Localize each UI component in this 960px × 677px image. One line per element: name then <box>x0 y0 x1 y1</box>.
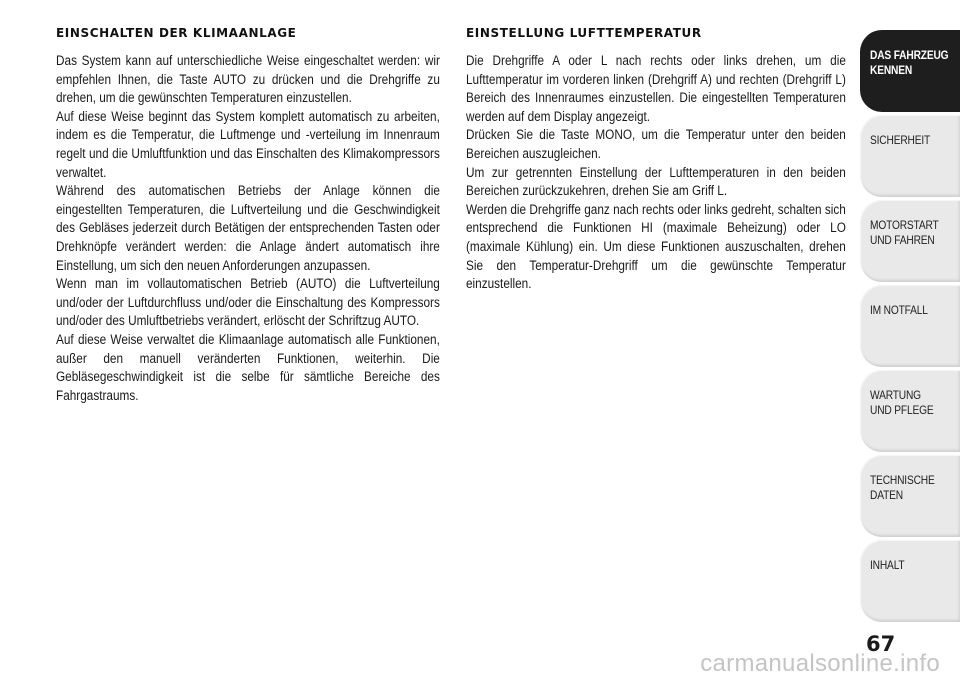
tab-label: DAS FAHRZEUG KENNEN <box>870 48 949 77</box>
tab-label: IM NOTFALL <box>870 303 928 317</box>
watermark: carmanualsonline.info <box>700 650 940 677</box>
tab-wartung-und-pflege[interactable] <box>860 370 960 452</box>
tab-im-notfall[interactable] <box>860 285 960 367</box>
paragraph: Auf diese Weise beginnt das System komplett automatisch zu arbeiten, indem es die Temperatur, die Luftmenge und -verteilung im Innenraum regelt und die Umluftfunktion und das Einschalten des Klimakompressors verwaltet. <box>56 108 440 180</box>
paragraph: Wenn man im vollautomatischen Betrieb (AUTO) die Luftverteilung und/oder der Luftdurchfluss und/oder die Einschaltung des Kompressors und/oder des Umluftbetriebs verändert, erlöscht der Schriftzug AUTO. <box>56 276 440 329</box>
tab-inhalt[interactable] <box>860 540 960 622</box>
left-column <box>56 26 440 405</box>
paragraph: Das System kann auf unterschiedliche Weise eingeschaltet werden: wir empfehlen Ihnen, die Taste AUTO zu drücken und die Drehgriffe zu drehen, um die gewünschten Temperaturen einzustellen. <box>56 53 440 106</box>
chapter-tabs <box>860 30 960 625</box>
section-heading-climate-on: EINSCHALTEN DER KLIMAANLAGE <box>56 26 297 40</box>
paragraph: Auf diese Weise verwaltet die Klimaanlage automatisch alle Funktionen, außer den manuell veränderten Funktionen, weiterhin. Die Gebläsegeschwindigkeit ist die selbe für sämtliche Bereiche des Fahrgastraums. <box>56 331 440 403</box>
tab-label: TECHNISCHE DATEN <box>870 473 935 502</box>
tab-sicherheit[interactable] <box>860 115 960 197</box>
paragraph: Während des automatischen Betriebs der Anlage können die eingestellten Temperaturen, die Luftverteilung und die Geschwindigkeit des Gebläses jederzeit durch Betätigen der entsprechenden Tasten oder Drehknöpfe verändert werden: die Anlage ändert automatisch ihre Einstellung, um sich den neuen Anforderungen anzupassen. <box>56 183 440 273</box>
tab-technische-daten[interactable] <box>860 455 960 537</box>
section-heading-air-temperature: EINSTELLUNG LUFTTEMPERATUR <box>466 26 702 40</box>
tab-das-fahrzeug-kennen[interactable] <box>860 30 960 112</box>
paragraph: Die Drehgriffe A oder L nach rechts oder links drehen, um die Lufttemperatur im vorderen linken (Drehgriff A) und rechten (Drehgriff L) Bereich des Innenraumes einzustellen. Die eingestellten Temperaturen werden auf dem Display angezeigt. <box>466 53 846 124</box>
tab-label: SICHERHEIT <box>870 133 931 147</box>
right-column <box>466 26 846 294</box>
paragraph: Werden die Drehgriffe ganz nach rechts oder links gedreht, schalten sich entsprechend die Funktionen HI (maximale Beheizung) oder LO (maximale Kühlung) ein. Um diese Funktionen auszuschalten, drehen Sie den Temperatur-Drehgriff um die gewünschte Temperatur einzustellen. <box>466 201 846 292</box>
tab-label: INHALT <box>870 558 905 572</box>
paragraph: Um zur getrennten Einstellung der Lufttemperaturen in den beiden Bereichen zurückzukehren, drehen Sie am Griff L. <box>466 164 846 199</box>
paragraph: Drücken Sie die Taste MONO, um die Temperatur unter den beiden Bereichen auszugleichen. <box>466 127 846 161</box>
tab-motorstart-und-fahren[interactable] <box>860 200 960 282</box>
page-number: 67 <box>866 632 896 656</box>
tab-label: MOTORSTART UND FAHREN <box>870 218 939 247</box>
tab-label: WARTUNG UND PFLEGE <box>870 388 934 417</box>
